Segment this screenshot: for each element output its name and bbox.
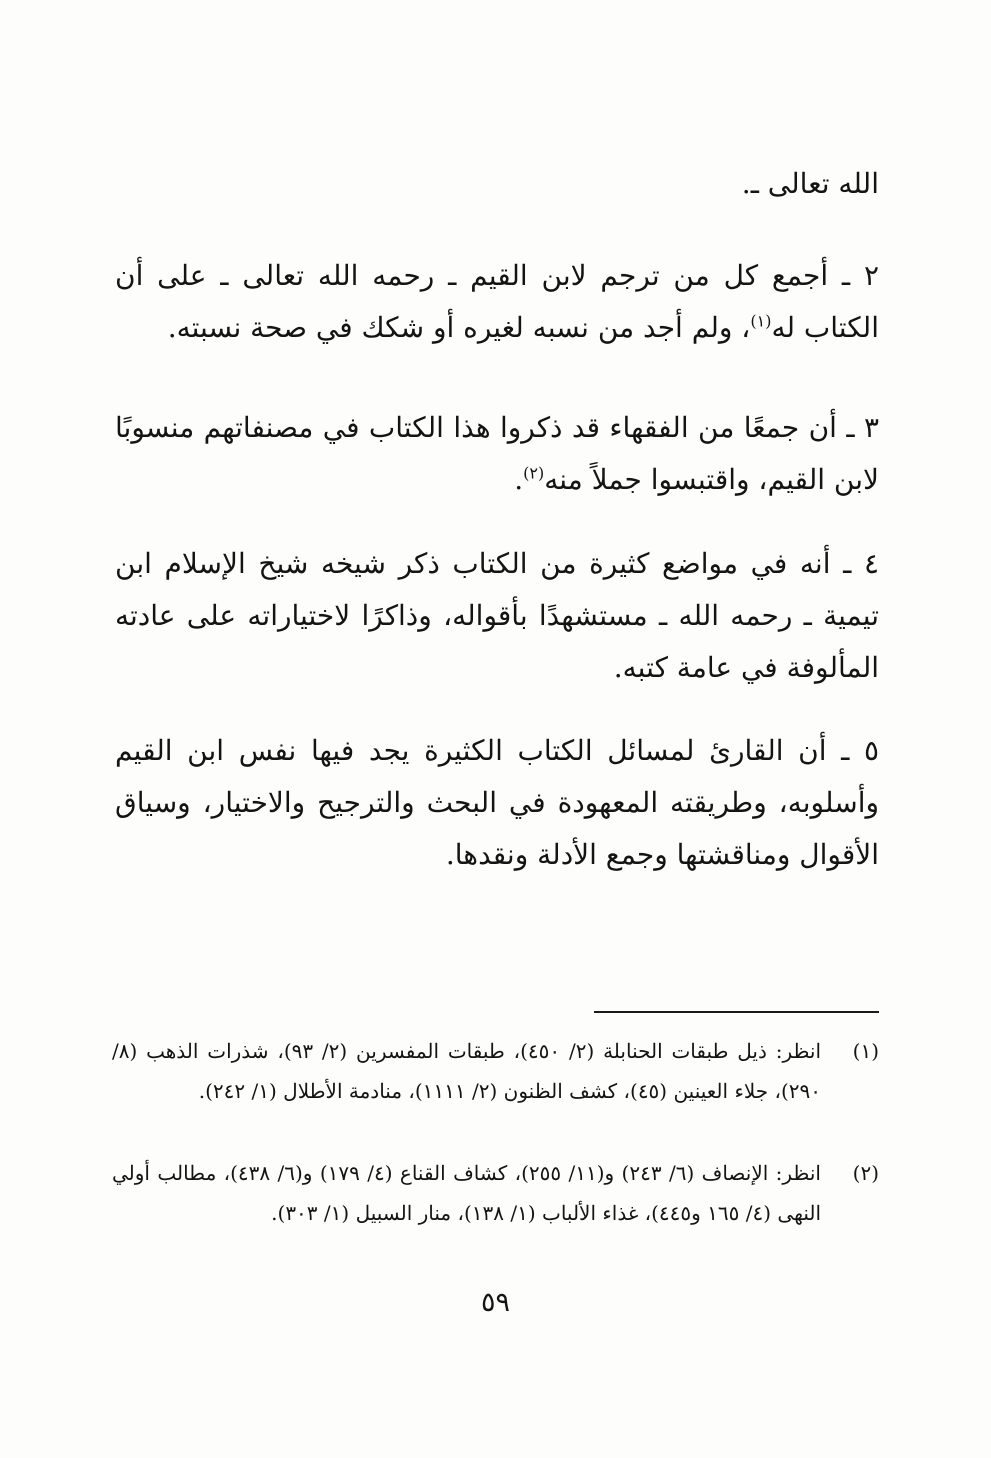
paragraph-text-end: .	[514, 463, 524, 496]
paragraph-number: ٤	[863, 547, 879, 580]
footnote-1	[112, 1031, 879, 1111]
footnote-reference: (٢)	[523, 463, 545, 483]
footnote-text: انظر: الإنصاف (٦/ ٢٤٣) و(١١/ ٢٥٥)، كشاف القناع (٤/ ١٧٩) و(٦/ ٤٣٨)، مطالب أولي النهى (٤/ ١٦٥ و٤٤٥)، غذاء الألباب (١/ ١٣٨)، منار السبيل (١/ ٣٠٣).	[112, 1161, 821, 1225]
paragraph-number: ٣	[863, 411, 879, 444]
paragraph-number: ٢	[863, 259, 879, 292]
paragraph-text: ـ أجمع كل من ترجم لابن القيم ـ رحمه الله تعالى ـ على أن الكتاب له	[115, 259, 879, 344]
footnote-reference: (١)	[750, 311, 772, 331]
numbered-paragraph-3	[115, 402, 879, 506]
paragraph-number: ٥	[863, 734, 880, 767]
paragraph-text-end: ، ولم أجد من نسبه لغيره أو شكك في صحة نسبته.	[167, 311, 751, 344]
paragraph-text: ـ أن القارئ لمسائل الكتاب الكثيرة يجد فيها نفس ابن القيم وأسلوبه، وطريقته المعهودة في البحث والترجيح والاختيار، وسياق الأقوال ومناقشتها وجمع الأدلة ونقدها.	[115, 734, 879, 871]
footnote-number: (١)	[852, 1039, 879, 1063]
footnote-separator	[594, 1011, 879, 1013]
footnote-2	[112, 1153, 879, 1233]
numbered-paragraph-4	[115, 538, 879, 694]
footnote-text: انظر: ذيل طبقات الحنابلة (٢/ ٤٥٠)، طبقات المفسرين (٢/ ٩٣)، شذرات الذهب (٨/ ٢٩٠)، جلاء العينين (٤٥)، كشف الظنون (٢/ ١١١١)، منادمة الأطلال (١/ ٢٤٢).	[112, 1039, 822, 1103]
continuation-line: الله تعالى ـ.	[741, 167, 879, 200]
page-number: ٥٩	[480, 1287, 510, 1318]
numbered-paragraph-2	[115, 250, 879, 354]
numbered-paragraph-5	[115, 725, 879, 881]
paragraph-text: ـ أن جمعًا من الفقهاء قد ذكروا هذا الكتاب في مصنفاتهم منسوبًا لابن القيم، واقتبسوا جملاً منه	[115, 411, 879, 496]
paragraph-text: ـ أنه في مواضع كثيرة من الكتاب ذكر شيخه شيخ الإسلام ابن تيمية ـ رحمه الله ـ مستشهدًا بأقواله، وذاكرًا لاختياراته على عادته المألوفة في عامة كتبه.	[115, 547, 879, 684]
footnote-number: (٢)	[852, 1161, 879, 1185]
